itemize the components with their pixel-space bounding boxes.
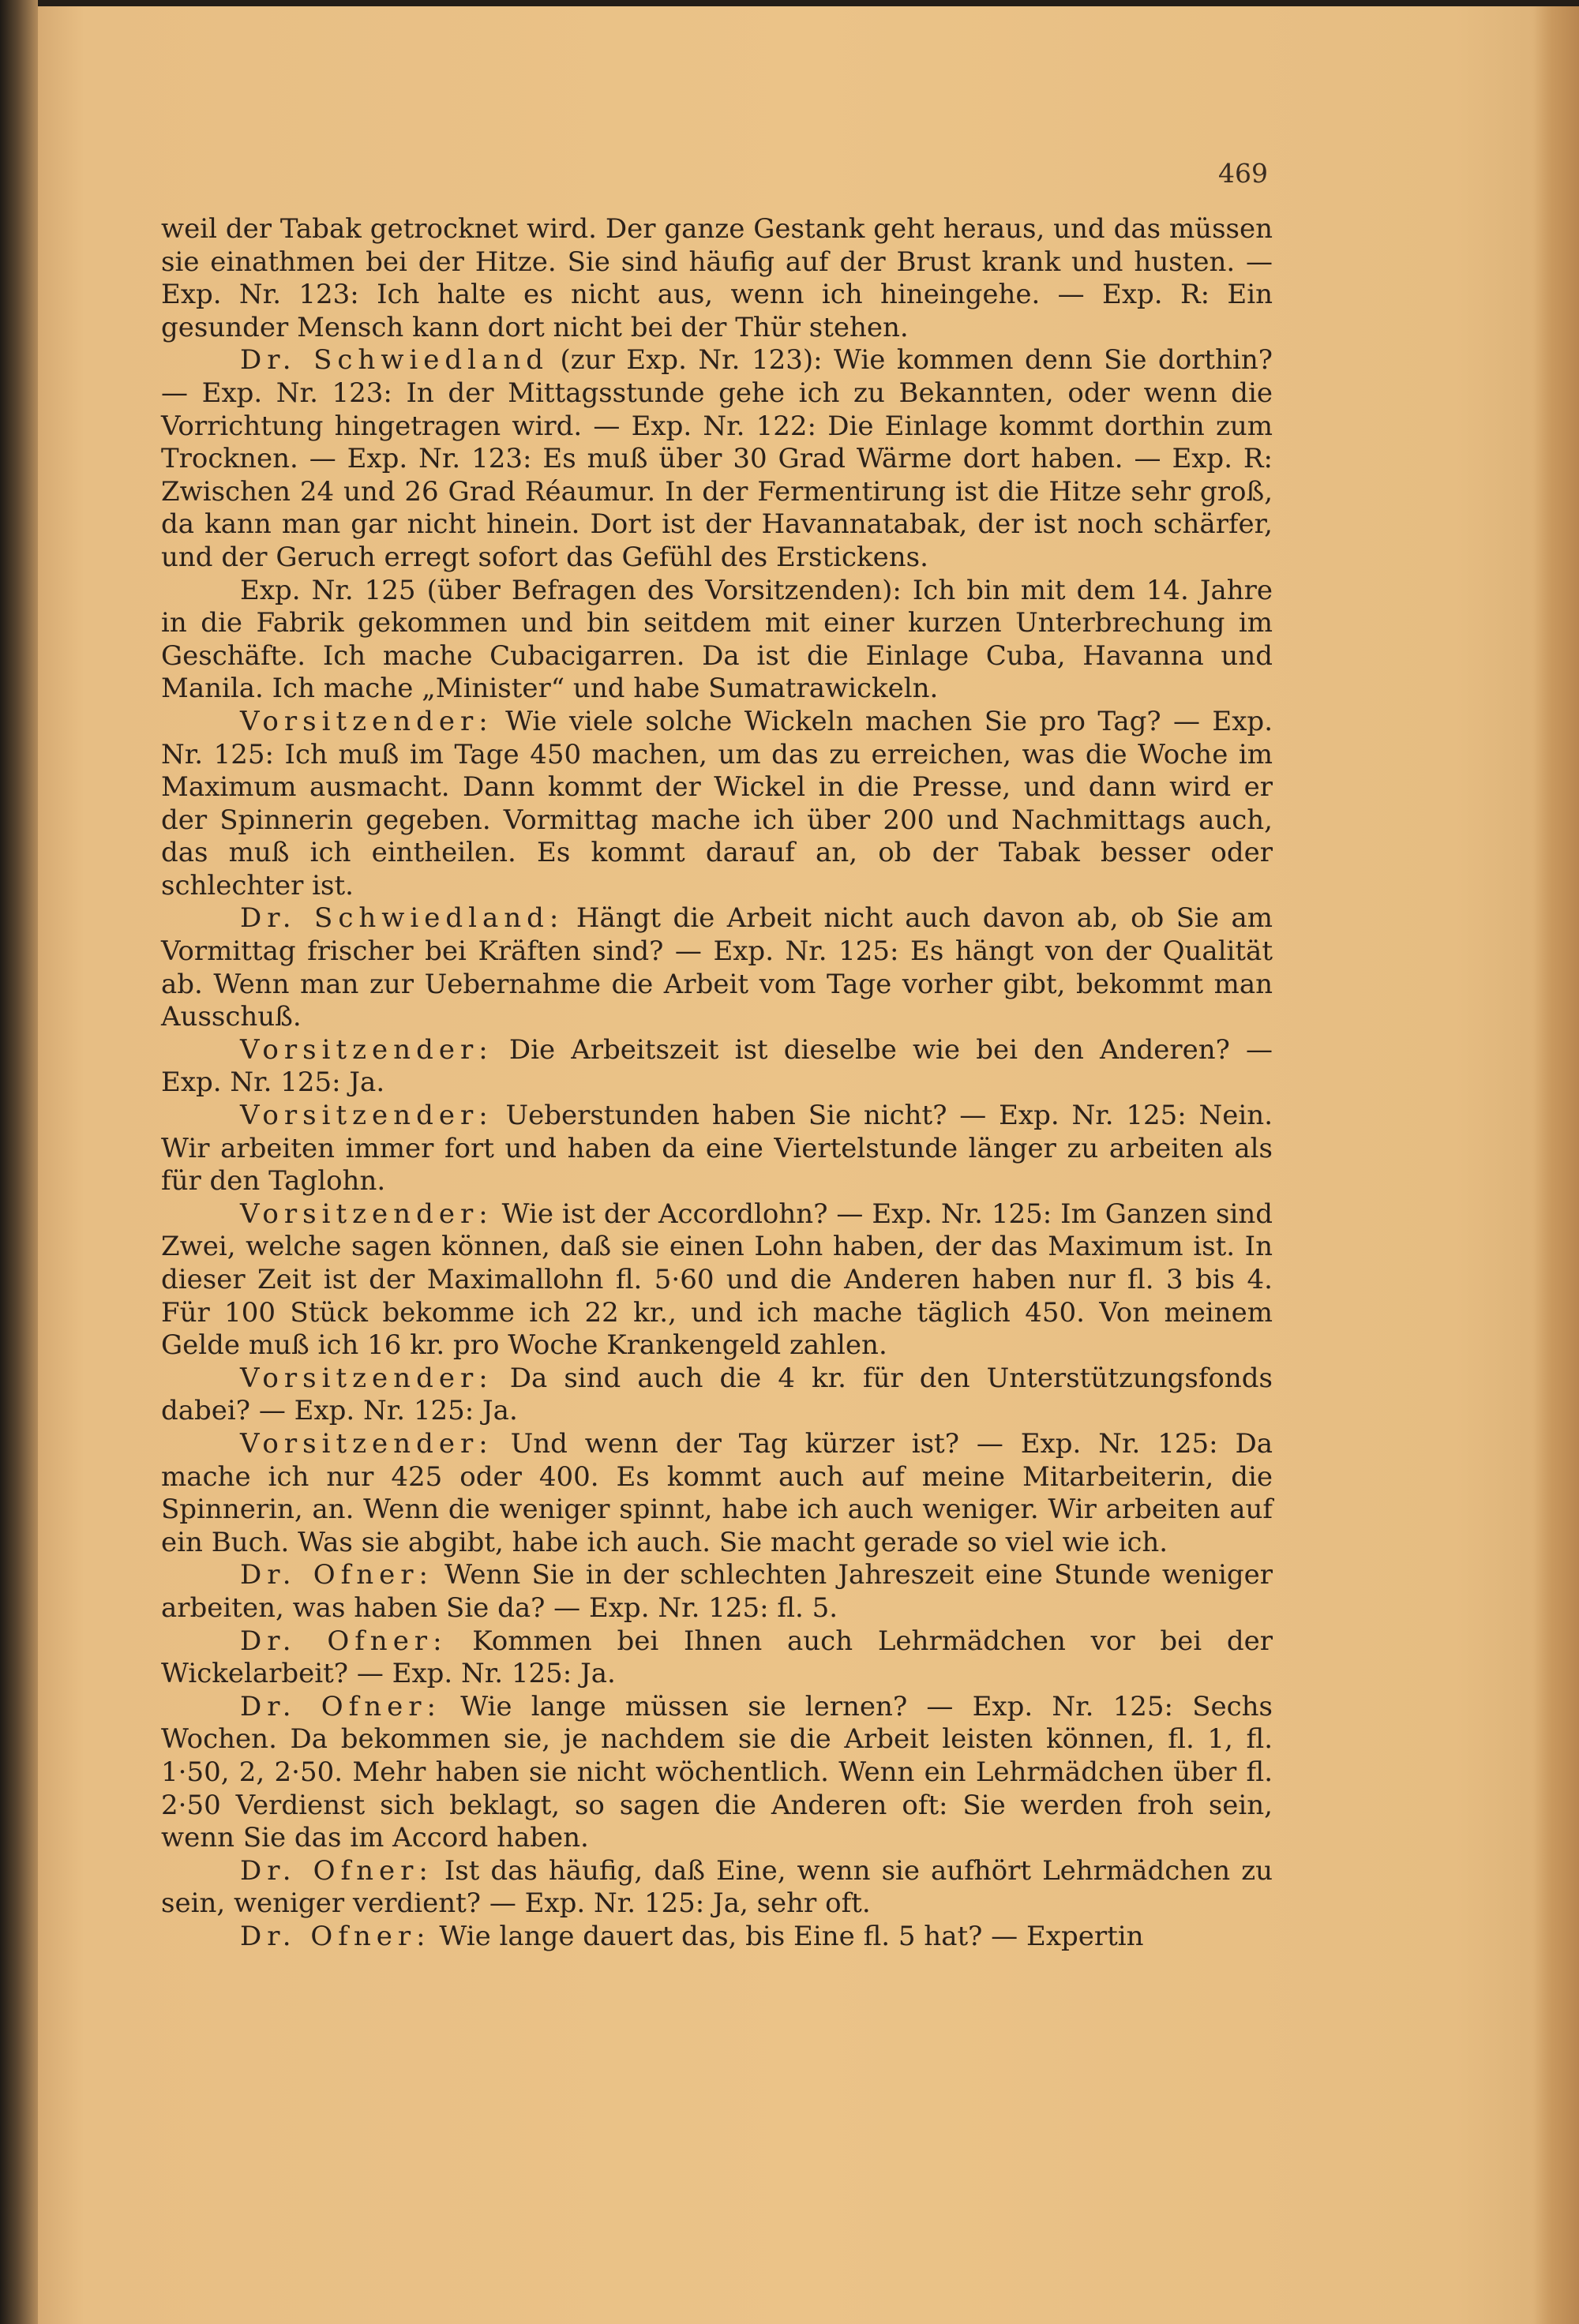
speaker-name: Vorsitzender:	[240, 1100, 493, 1132]
paragraph-text: Wie viele solche Wickeln machen Sie pro Tag? — Exp. Nr. 125: Ich muß im Tage 450 machen, um das zu erreichen, was die Woche im Maximum ausmacht. Dann kommt der Wickel in die Presse, und dann wird er der Spinnerin gegeben. Vormittag mache ich über 200 und Nachmittags auch, das muß ich eintheilen. Es kommt darauf an, ob der Tabak besser oder schlechter ist.	[161, 705, 1273, 901]
paragraph	[161, 1363, 1273, 1428]
book-gutter	[0, 0, 38, 2324]
paragraph-text: Exp. Nr. 125 (über Befragen des Vorsitzenden): Ich bin mit dem 14. Jahre in die Fabrik gekommen und bin seitdem mit einer kurzen Unterbrechung im Geschäfte. Ich mache Cubacigarren. Da ist die Einlage Cuba, Havanna und Manila. Ich mache „Minister“ und habe Sumatrawickeln.	[161, 574, 1273, 705]
paragraph-text: Da sind auch die 4 kr. für den Unterstützungsfonds dabei? — Exp. Nr. 125: Ja.	[161, 1362, 1273, 1427]
speaker-name: Dr. Schwiedland:	[240, 902, 564, 935]
speaker-name: Dr. Schwiedland	[240, 344, 549, 377]
speaker-name: Dr. Ofner:	[240, 1690, 441, 1722]
paragraph-text: Wie ist der Accordlohn? — Exp. Nr. 125: Im Ganzen sind Zwei, welche sagen können, daß sie einen Lohn haben, der das Maximum ist. In dieser Zeit ist der Maximallohn fl. 5·60 und die Anderen haben nur fl. 3 bis 4. Für 100 Stück bekomme ich 22 kr., und ich mache täglich 450. Von meinem Gelde muß ich 16 kr. pro Woche Krankengeld zahlen.	[161, 1198, 1273, 1362]
paragraph	[161, 213, 1273, 344]
paragraph	[161, 706, 1273, 903]
paragraph-text: (zur Exp. Nr. 123): Wie kommen denn Sie dorthin? — Exp. Nr. 123: In der Mittagsstunde gehe ich zu Bekannten, oder wenn die Vorrichtung hingetragen wird. — Exp. Nr. 122: Die Einlage kommt dorthin zum Trocknen. — Exp. Nr. 123: Es muß über 30 Grad Wärme dort haben. — Exp. R: Zwischen 24 und 26 Grad Réaumur. In der Fermentirung ist die Hitze sehr groß, da kann man gar nicht hinein. Dort ist der Havannatabak, der ist noch schärfer, und der Geruch erregt sofort das Gefühl des Erstickens.	[161, 344, 1273, 573]
paragraph	[161, 575, 1273, 706]
speaker-name: Vorsitzender:	[240, 1198, 493, 1230]
paragraph-text: Kommen bei Ihnen auch Lehrmädchen vor bei der Wickelarbeit? — Exp. Nr. 125: Ja.	[161, 1625, 1273, 1690]
paragraph	[161, 1559, 1273, 1625]
paragraph-text: weil der Tabak getrocknet wird. Der ganze Gestank geht heraus, und das müssen sie einathmen bei der Hitze. Sie sind häufig auf der Brust krank und husten. — Exp. Nr. 123: Ich halte es nicht aus, wenn ich hineingehe. — Exp. R: Ein gesunder Mensch kann dort nicht bei der Thür stehen.	[161, 213, 1273, 343]
paragraph	[161, 1855, 1273, 1921]
paragraph-text: Wie lange müssen sie lernen? — Exp. Nr. 125: Sechs Wochen. Da bekommen sie, je nachdem sie die Arbeit leisten können, fl. 1, fl. 1·50, 2, 2·50. Mehr haben sie nicht wöchentlich. Wenn ein Lehrmädchen über fl. 2·50 Verdienst sich beklagt, so sagen die Anderen oft: Sie werden froh sein, wenn Sie das im Accord haben.	[161, 1690, 1273, 1854]
paragraph	[161, 1034, 1273, 1100]
paragraph-text: Ist das häufig, daß Eine, wenn sie aufhört Lehrmädchen zu sein, weniger verdient? — Exp. Nr. 125: Ja, sehr oft.	[161, 1854, 1273, 1920]
paragraph	[161, 902, 1273, 1033]
paragraph-text: Und wenn der Tag kürzer ist? — Exp. Nr. 125: Da mache ich nur 425 oder 400. Es kommt auch auf meine Mitarbeiterin, die Spinnerin, an. Wenn die weniger spinnt, habe ich auch weniger. Wir arbeiten auf ein Buch. Was sie abgibt, habe ich auch. Sie macht gerade so viel wie ich.	[161, 1427, 1273, 1558]
paragraph-text: Hängt die Arbeit nicht auch davon ab, ob Sie am Vormittag frischer bei Kräften sind? — Exp. Nr. 125: Es hängt von der Qualität ab. Wenn man zur Uebernahme die Arbeit vom Tage vorher gibt, bekommt man Ausschuß.	[161, 902, 1273, 1033]
page-right-edge	[1533, 6, 1579, 2324]
speaker-name: Vorsitzender:	[240, 1033, 493, 1066]
paragraph	[161, 1921, 1273, 1954]
speaker-name: Dr. Ofner:	[240, 1625, 448, 1657]
paragraph	[161, 1691, 1273, 1855]
paragraph-text: Die Arbeitszeit ist dieselbe wie bei den Anderen? — Exp. Nr. 125: Ja.	[161, 1033, 1273, 1099]
page-number: 469	[1218, 158, 1268, 189]
page-body	[161, 213, 1273, 1953]
paragraph-text: Wenn Sie in der schlechten Jahreszeit eine Stunde weniger arbeiten, was haben Sie da? — Exp. Nr. 125: fl. 5.	[161, 1559, 1273, 1624]
speaker-name: Dr. Ofner:	[240, 1920, 431, 1952]
scan-top-edge	[0, 0, 1579, 6]
paragraph	[161, 1100, 1273, 1198]
speaker-name: Vorsitzender:	[240, 705, 493, 737]
paragraph	[161, 1198, 1273, 1363]
speaker-name: Vorsitzender:	[240, 1362, 493, 1394]
speaker-name: Dr. Ofner:	[240, 1559, 433, 1591]
paragraph-text: Ueberstunden haben Sie nicht? — Exp. Nr. 125: Nein. Wir arbeiten immer fort und haben da eine Viertelstunde länger zu arbeiten als für den Taglohn.	[161, 1100, 1273, 1198]
paragraph	[161, 1625, 1273, 1691]
paragraph-text: Wie lange dauert das, bis Eine fl. 5 hat? — Expertin	[430, 1920, 1144, 1952]
paragraph	[161, 1428, 1273, 1559]
speaker-name: Dr. Ofner:	[240, 1854, 433, 1887]
speaker-name: Vorsitzender:	[240, 1427, 493, 1460]
paragraph	[161, 344, 1273, 574]
